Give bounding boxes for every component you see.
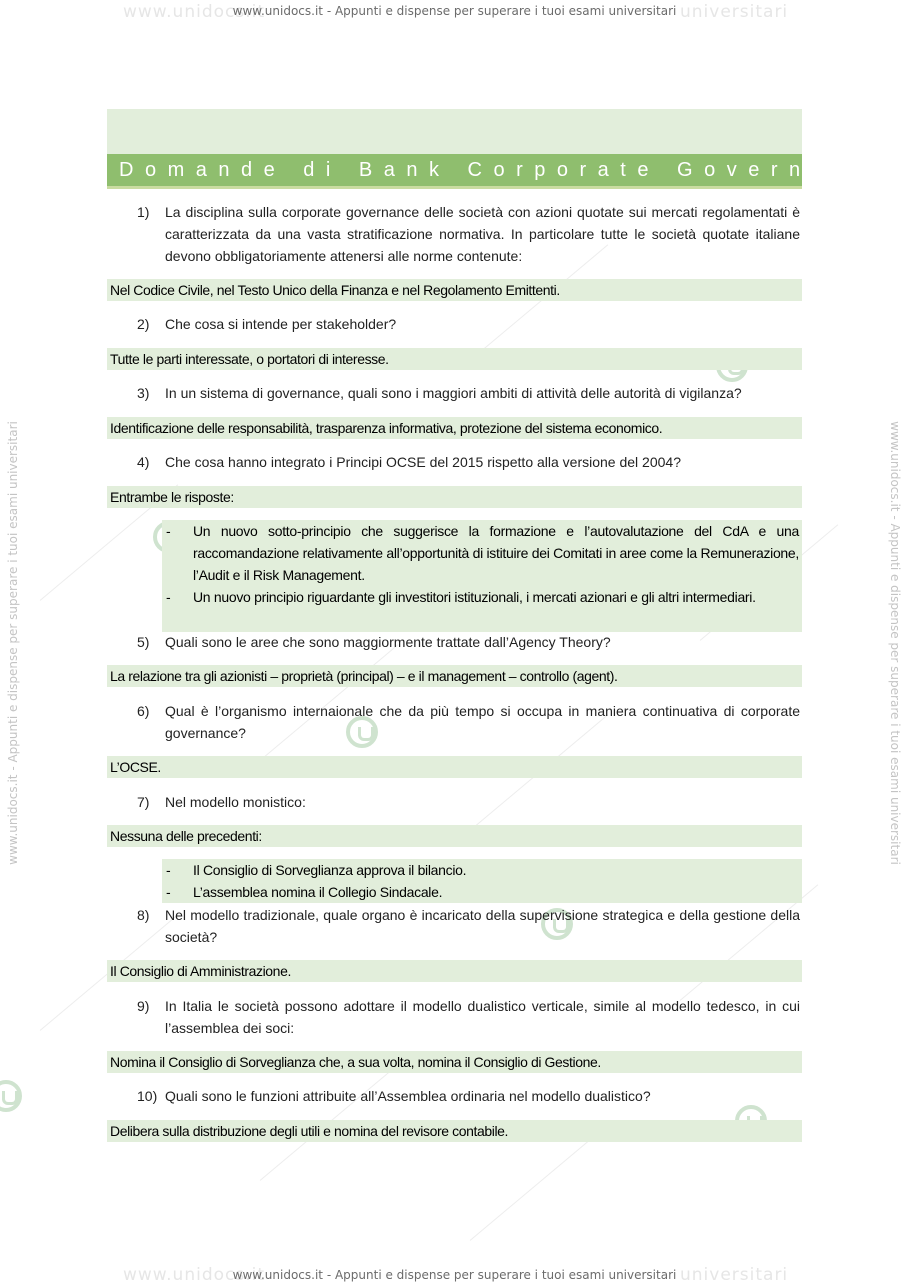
top-watermark: www.unidocs.it - Appunti e dispense per superare i tuoi esami universitari — [232, 4, 677, 18]
question-item — [137, 700, 800, 744]
question-item — [137, 791, 800, 813]
dash-bullet: - — [166, 862, 171, 878]
subitem-text: Un nuovo sotto-principio che suggerisce la formazione e l’autovalutazione del CdA e una raccomandazione relativamente all’opportunità di istituire dei Comitati in aree come la Remunerazione, l’Audit e il Risk Management. — [193, 523, 799, 583]
question-item — [137, 451, 800, 473]
answer-subitem — [166, 859, 799, 881]
watermark-ghost-right: universitari — [680, 2, 789, 22]
question-number: 3) — [137, 385, 150, 401]
subitem-text: Il Consiglio di Sorveglianza approva il bilancio. — [193, 862, 467, 878]
question-number: 2) — [137, 316, 150, 332]
question-text: La disciplina sulla corporate governance delle società con azioni quotate sui mercati regolamentati è caratterizzata da una vasta stratificazione normativa. In particolare tutte le società quotate italiane devono obbligatoriamente attenersi alle norme contenute: — [165, 204, 800, 264]
bottom-watermark: www.unidocs.it - Appunti e dispense per superare i tuoi esami universitari — [232, 1268, 677, 1282]
answer-subitem — [166, 881, 799, 903]
subitem-text: Un nuovo principio riguardante gli investitori istituzionali, i mercati azionari e gli altri intermediari. — [193, 589, 756, 605]
question-text: Nel modello tradizionale, quale organo è incaricato della supervisione strategica e della gestione della società? — [165, 907, 800, 945]
left-side-watermark: www.unidocs.it - Appunti e dispense per superare i tuoi esami universitari — [6, 421, 20, 865]
question-text: Che cosa hanno integrato i Principi OCSE del 2015 rispetto alla versione del 2004? — [165, 454, 681, 470]
answer-subitems — [162, 859, 802, 903]
answer-highlight: La relazione tra gli azionisti – proprietà (principal) – e il management – controllo (agent). — [107, 665, 802, 687]
watermark-ghost-left-bottom: www.unidocs.it — [123, 1265, 266, 1285]
question-text: Qual è l’organismo internaionale che da più tempo si occupa in maniera continuativa di corporate governance? — [165, 703, 800, 741]
dash-bullet: - — [166, 523, 171, 539]
subitem-text: L’assemblea nomina il Collegio Sindacale. — [193, 884, 443, 900]
answer-highlight: Identificazione delle responsabilità, trasparenza informativa, protezione del sistema economico. — [107, 417, 802, 439]
answer-highlight: Nel Codice Civile, nel Testo Unico della Finanza e nel Regolamento Emittenti. — [107, 279, 802, 301]
question-item — [137, 631, 800, 653]
question-number: 9) — [137, 998, 150, 1014]
question-item — [137, 313, 800, 335]
answer-subitem — [166, 520, 799, 586]
question-number: 4) — [137, 454, 150, 470]
question-item — [137, 201, 800, 267]
answer-highlight: L’OCSE. — [107, 756, 802, 778]
answer-highlight: Nessuna delle precedenti: — [107, 825, 802, 847]
question-number: 7) — [137, 794, 150, 810]
header-band — [107, 109, 802, 154]
question-text: Che cosa si intende per stakeholder? — [165, 316, 397, 332]
question-text: Nel modello monistico: — [165, 794, 306, 810]
question-number: 10) — [137, 1088, 158, 1104]
question-text: Quali sono le aree che sono maggiormente trattate dall’Agency Theory? — [165, 634, 611, 650]
answer-subitem — [166, 586, 799, 608]
answer-subitems — [162, 520, 802, 632]
watermark-ghost-left: www.unidocs.it — [123, 2, 266, 22]
question-item — [137, 1085, 800, 1107]
right-side-watermark: www.unidocs.it - Appunti e dispense per superare i tuoi esami universitari — [888, 421, 902, 865]
question-text: Quali sono le funzioni attribuite all’Assemblea ordinaria nel modello dualistico? — [165, 1088, 651, 1104]
question-item — [137, 904, 800, 948]
question-number: 1) — [137, 204, 150, 220]
answer-highlight: Tutte le parti interessate, o portatori di interesse. — [107, 348, 802, 370]
question-text: In un sistema di governance, quali sono i maggiori ambiti di attività delle autorità di vigilanza? — [165, 385, 742, 401]
answer-highlight: Nomina il Consiglio di Sorveglianza che, a sua volta, nomina il Consiglio di Gestione. — [107, 1051, 802, 1073]
answer-highlight: Entrambe le risposte: — [107, 486, 802, 508]
question-number: 6) — [137, 703, 150, 719]
answer-highlight: Delibera sulla distribuzione degli utili e nomina del revisore contabile. — [107, 1120, 802, 1142]
title-bar — [107, 154, 901, 189]
question-number: 5) — [137, 634, 150, 650]
question-number: 8) — [137, 907, 150, 923]
question-item — [137, 995, 800, 1039]
answer-highlight: Il Consiglio di Amministrazione. — [107, 960, 802, 982]
dash-bullet: - — [166, 884, 171, 900]
dash-bullet: - — [166, 589, 171, 605]
document-title: Domande di Bank Corporate Governance — [119, 158, 901, 181]
question-item — [137, 382, 800, 404]
unidocs-logo-watermark — [0, 1080, 22, 1112]
watermark-ghost-right-bottom: universitari — [680, 1265, 789, 1285]
question-text: In Italia le società possono adottare il modello dualistico verticale, simile al modello tedesco, in cui l’assemblea dei soci: — [165, 998, 800, 1036]
